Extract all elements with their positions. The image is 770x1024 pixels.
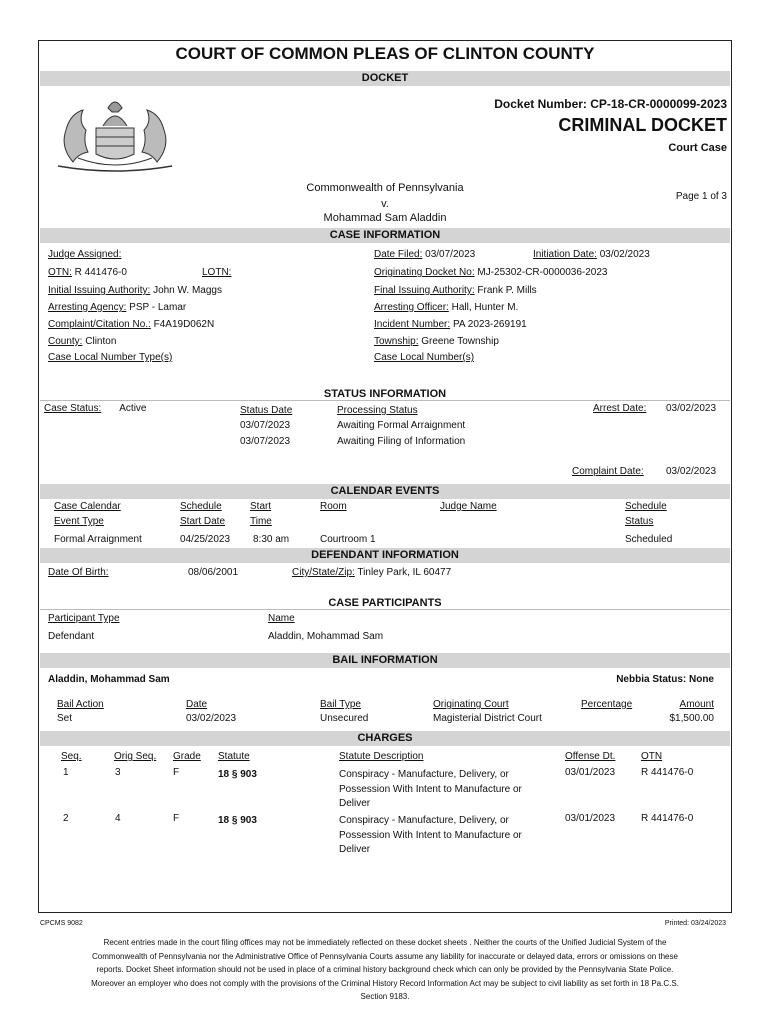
charge-orig-seq: 3: [115, 767, 121, 778]
dob-label: Date Of Birth:: [48, 567, 109, 578]
case-status-label: Case Status:: [44, 403, 102, 414]
city-label: City/State/Zip:: [292, 567, 355, 578]
disclaimer: Recent entries made in the court filing offices may not be immediately reflected on these docket sheets . Neither the courts of the Unified Judicial System of the Commonwealth of Pennsylvania nor the Administrative Office of Pennsylvania Courts assume any liability for inaccurate or delayed data, errors or omissions on these reports. Docket Sheet information should not be used in place of a criminal history background check which can only be provided by the Pennsylvania State Police. Moreover an employer who does not comply with the provisions of the Criminal History Record Information Act may be subject to civil liability as set forth in 18 Pa.C.S. Section 9183.: [91, 938, 679, 1001]
printed-date: Printed: 03/24/2023: [664, 920, 726, 927]
col-start-time: Time: [250, 516, 272, 527]
col-percentage: Percentage: [581, 699, 633, 710]
col-room: Room: [320, 501, 347, 512]
col-seq: Seq.: [61, 751, 82, 762]
arrest-date-label: Arrest Date:: [593, 403, 647, 414]
docket-type: CRIMINAL DOCKET: [558, 115, 727, 135]
participant-type-header: Participant Type: [48, 613, 120, 624]
county: [48, 336, 116, 347]
status-row-status: Awaiting Filing of Information: [337, 436, 466, 447]
arresting-officer-value: Hall, Hunter M.: [451, 302, 519, 313]
col-schedule-status: Schedule: [625, 501, 667, 512]
township-value: Greene Township: [421, 336, 499, 347]
charges-heading: CHARGES: [40, 731, 730, 746]
judge-assigned-label: Judge Assigned:: [48, 249, 122, 260]
status-divider: [40, 400, 730, 401]
col-event-type: Event Type: [54, 516, 104, 527]
caption-line-2: v.: [381, 198, 389, 210]
processing-status-header: Processing Status: [337, 405, 418, 416]
otn-label: OTN:: [48, 267, 72, 278]
participant-type: Defendant: [48, 631, 95, 642]
initial-authority-value: John W. Maggs: [153, 285, 222, 296]
originating-docket: [374, 267, 607, 278]
arresting-agency-value: PSP - Lamar: [129, 302, 187, 313]
col-offense-date: Offense Dt.: [565, 751, 616, 762]
case-status: [44, 403, 147, 414]
complaint-date-label: Complaint Date:: [572, 466, 644, 477]
date-filed-value: 03/07/2023: [425, 249, 476, 260]
lotn-label: LOTN:: [202, 267, 232, 278]
col-orig-seq: Orig Seq.: [114, 751, 157, 762]
county-value: Clinton: [85, 336, 117, 347]
incident-value: PA 2023-269191: [452, 319, 527, 330]
complaint-value: F4A19D062N: [153, 319, 215, 330]
col-originating-court: Originating Court: [433, 699, 509, 710]
charge-statute: 18 § 903: [218, 815, 257, 826]
initial-authority-label: Initial Issuing Authority:: [48, 285, 151, 296]
final-authority: [374, 285, 537, 296]
bail-row-type: Unsecured: [320, 713, 369, 724]
bail-row-action: Set: [57, 713, 73, 724]
initiation-date-label: Initiation Date:: [533, 249, 597, 260]
case-status-value: Active: [119, 403, 147, 414]
court-title: COURT OF COMMON PLEAS OF CLINTON COUNTY: [175, 44, 595, 63]
pennsylvania-seal-icon: [48, 92, 182, 174]
case-participants-heading: CASE PARTICIPANTS: [40, 596, 730, 611]
col-otn: OTN: [641, 751, 663, 762]
arresting-agency: [48, 302, 186, 313]
final-authority-value: Frank P. Mills: [477, 285, 537, 296]
case-information-heading: CASE INFORMATION: [40, 228, 730, 243]
incident-number: [374, 319, 527, 330]
col-bail-type: Bail Type: [320, 699, 361, 710]
arresting-officer-label: Arresting Officer:: [374, 302, 449, 313]
status-information-heading: STATUS INFORMATION: [40, 387, 730, 402]
arresting-officer: [374, 302, 518, 313]
nebbia-status: Nebbia Status: None: [616, 674, 714, 685]
bail-defendant-name: Aladdin, Mohammad Sam: [48, 674, 170, 685]
participant-name: Aladdin, Mohammad Sam: [268, 631, 384, 642]
defendant-information-heading: DEFENDANT INFORMATION: [40, 548, 730, 563]
col-bail-date: Date: [186, 699, 208, 710]
docket-number: Docket Number: CP-18-CR-0000099-2023: [494, 97, 727, 111]
court-case-label: Court Case: [668, 142, 727, 154]
township-label: Township:: [374, 336, 419, 347]
status-row-status: Awaiting Formal Arraignment: [337, 420, 466, 431]
col-start-time: Start: [250, 501, 272, 512]
initiation-date: [533, 249, 650, 260]
date-filed: [374, 249, 475, 260]
col-statute-description: Statute Description: [339, 751, 424, 762]
col-grade: Grade: [173, 751, 201, 762]
calendar-row-event: Formal Arraignment: [54, 534, 142, 545]
col-statute: Statute: [218, 751, 250, 762]
calendar-row-date: 04/25/2023: [180, 534, 231, 545]
form-id: CPCMS 9082: [40, 920, 83, 927]
arresting-agency-label: Arresting Agency:: [48, 302, 127, 313]
col-event-type: Case Calendar: [54, 501, 121, 512]
docket-bar: DOCKET: [40, 71, 730, 86]
calendar-events-heading: CALENDAR EVENTS: [40, 484, 730, 499]
charge-grade: F: [173, 767, 180, 778]
col-schedule-start: Start Date: [180, 516, 226, 527]
status-row-date: 03/07/2023: [240, 436, 291, 447]
col-schedule-start: Schedule: [180, 501, 222, 512]
final-authority-label: Final Issuing Authority:: [374, 285, 475, 296]
county-label: County:: [48, 336, 83, 347]
status-date-header: Status Date: [240, 405, 293, 416]
otn: [48, 267, 127, 278]
orig-docket-value: MJ-25302-CR-0000036-2023: [477, 267, 608, 278]
incident-label: Incident Number:: [374, 319, 451, 330]
case-local-type-label: Case Local Number Type(s): [48, 352, 173, 363]
charge-statute: 18 § 903: [218, 769, 257, 780]
charge-seq: 1: [63, 767, 69, 778]
charge-description: Conspiracy - Manufacture, Delivery, or Possession With Intent to Manufacture or Deliver: [339, 769, 522, 809]
complaint-citation: [48, 319, 214, 330]
complaint-label: Complaint/Citation No.:: [48, 319, 151, 330]
bail-row-date: 03/02/2023: [186, 713, 237, 724]
charge-grade: F: [173, 813, 180, 824]
initial-authority: [48, 285, 222, 296]
complaint-date-value: 03/02/2023: [666, 466, 717, 477]
charge-description: Conspiracy - Manufacture, Delivery, or Possession With Intent to Manufacture or Deliver: [339, 815, 522, 855]
arrest-date-value: 03/02/2023: [666, 403, 717, 414]
city-state-zip: [292, 567, 451, 578]
bail-row-court: Magisterial District Court: [433, 713, 542, 724]
initiation-date-value: 03/02/2023: [599, 249, 650, 260]
charge-orig-seq: 4: [115, 813, 121, 824]
col-judge-name: Judge Name: [440, 501, 497, 512]
caption-line-3: Mohammad Sam Aladdin: [323, 212, 447, 224]
case-local-numbers-label: Case Local Number(s): [374, 352, 475, 363]
charge-otn: R 441476-0: [641, 767, 694, 778]
dob-value: 08/06/2001: [188, 567, 239, 578]
calendar-row-time: 8:30 am: [253, 534, 290, 545]
calendar-row-status: Scheduled: [625, 534, 673, 545]
col-schedule-status: Status: [625, 516, 654, 527]
orig-docket-label: Originating Docket No:: [374, 267, 475, 278]
charge-seq: 2: [63, 813, 69, 824]
col-amount: Amount: [679, 699, 714, 710]
calendar-row-room: Courtroom 1: [320, 534, 376, 545]
caption-line-1: Commonwealth of Pennsylvania: [306, 182, 464, 194]
city-value: Tinley Park, IL 60477: [357, 567, 452, 578]
date-filed-label: Date Filed:: [374, 249, 423, 260]
charge-offense-date: 03/01/2023: [565, 767, 616, 778]
bail-information-heading: BAIL INFORMATION: [40, 653, 730, 668]
page-label: Page 1 of 3: [675, 191, 727, 202]
otn-value: R 441476-0: [74, 267, 127, 278]
charge-otn: R 441476-0: [641, 813, 694, 824]
bail-row-amount: $1,500.00: [669, 713, 714, 724]
participant-name-header: Name: [268, 613, 295, 624]
status-row-date: 03/07/2023: [240, 420, 291, 431]
township: [374, 336, 499, 347]
col-bail-action: Bail Action: [57, 699, 104, 710]
participants-divider: [40, 609, 730, 610]
charge-offense-date: 03/01/2023: [565, 813, 616, 824]
